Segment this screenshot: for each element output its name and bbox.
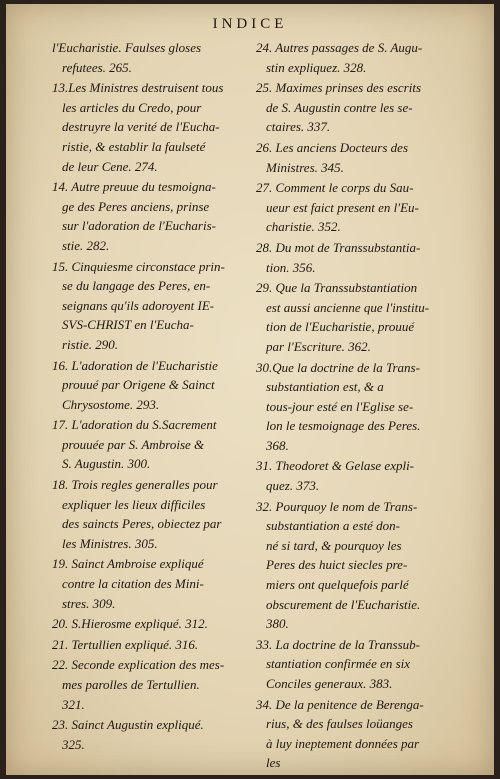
entry-line: obscurement de l'Eucharistie. [266, 596, 421, 612]
entry-line: 23. Sainct Augustin expliqué. [52, 717, 204, 733]
entry-line: 18. Trois regles generalles pour [52, 477, 218, 493]
entry-line: 14. Autre preuue du tesmoigna- [52, 179, 216, 195]
index-entry [52, 614, 257, 634]
entry-line: l'Eucharistie. Faulses gloses [52, 40, 202, 55]
entry-line: 24. Autres passages de S. Augu- [256, 40, 423, 55]
entry-line: 17. L'adoration du S.Sacrement [52, 417, 217, 433]
entry-line: de leur Cene. 274. [62, 158, 158, 174]
index-entry [52, 177, 257, 255]
right-column [256, 38, 468, 774]
entry-line: par l'Escriture. 362. [266, 338, 371, 354]
index-entry [52, 415, 257, 474]
entry-line: 16. L'adoration de l'Eucharistie [52, 357, 218, 373]
entry-line: les [266, 755, 281, 771]
entry-line: ge des Peres anciens, prinse [62, 198, 210, 214]
entry-line: contre la citation des Mini- [62, 576, 204, 592]
entry-line: tous-jour esté en l'Eglise se- [266, 398, 414, 414]
entry-line: de S. Augustin contre les se- [266, 99, 413, 115]
entry-line: tion. 356. [266, 259, 316, 275]
index-entry [256, 695, 468, 773]
entry-line: stin expliquez. 328. [266, 59, 367, 75]
entry-line: ctaires. 337. [266, 119, 331, 135]
index-entry [256, 278, 468, 356]
entry-line: Conciles generaux. 383. [266, 676, 393, 691]
page-header: INDICE [212, 16, 288, 32]
index-entry [256, 178, 468, 237]
entry-line: Chrysostome. 293. [62, 396, 160, 412]
entry-line: 26. Les anciens Docteurs des [256, 139, 409, 155]
entry-line: né si tard, & pourquoy les [266, 537, 402, 553]
index-entry [256, 38, 468, 77]
index-entry [256, 456, 468, 495]
index-entry [52, 257, 257, 355]
entry-line: stie. 282. [62, 237, 110, 253]
entry-line: tion de l'Eucharistie, prouué [266, 319, 415, 335]
entry-line: ueur est faict present en l'Eu- [266, 199, 419, 215]
entry-line: des saincts Peres, obiectez par [62, 516, 222, 532]
entry-line: refutees. 265. [62, 59, 132, 75]
entry-line: les articles du Credo, pour [62, 99, 202, 115]
entry-line: expliquer les lieux difficiles [62, 496, 206, 512]
entry-line: 19. Sainct Ambroise expliqué [52, 556, 204, 572]
entry-line: Ministres. 345. [266, 159, 344, 175]
index-entry [52, 475, 257, 553]
entry-line: 22. Seconde explication des mes- [52, 657, 225, 673]
entry-line: destruyre la verité de l'Eucha- [62, 119, 220, 135]
entry-line: 31. Theodoret & Gelase expli- [256, 458, 415, 474]
entry-line: lon le tesmoignage des Peres. [266, 418, 421, 434]
entry-line: S. Augustin. 300. [62, 456, 151, 472]
index-entry [52, 715, 257, 754]
index-entry [256, 78, 468, 137]
entry-line: à luy ineptement données par [266, 735, 420, 751]
entry-line: Peres des huict siecles pre- [266, 557, 408, 573]
index-entry [256, 497, 468, 634]
entry-line: 13.Les Ministres destruisent tous [52, 80, 224, 96]
index-entry [52, 635, 257, 655]
entry-line: 28. Du mot de Transsubstantia- [256, 239, 421, 255]
entry-line: les Ministres. 305. [62, 535, 158, 551]
entry-line: stres. 309. [62, 595, 116, 611]
entry-line: sur l'adoration de l'Eucharis- [62, 218, 216, 234]
index-entry [256, 238, 468, 277]
entry-line: miers ont quelquefois parlé [266, 577, 409, 593]
entry-line: mes parolles de Tertullien. [62, 677, 200, 692]
index-entry [256, 635, 468, 694]
book-page [6, 4, 494, 775]
index-entry [52, 78, 257, 176]
entry-line: substantiation a esté don- [266, 518, 400, 534]
left-column [52, 38, 257, 755]
entry-line: 325. [62, 736, 85, 752]
entry-line: 380. [266, 616, 289, 632]
entry-line: est aussi ancienne que l'institu- [266, 299, 430, 315]
entry-line: 29. Que la Transsubstantiation [256, 280, 418, 296]
entry-line: 27. Comment le corps du Sau- [256, 180, 414, 196]
index-entry [52, 554, 257, 613]
entry-line: 20. S.Hierosme expliqué. 312. [52, 616, 208, 632]
entry-line: 32. Pourquoy le nom de Trans- [256, 498, 418, 514]
entry-line: quez. 373. [266, 478, 320, 494]
entry-line: 25. Maximes prinses des escrits [256, 80, 422, 96]
entry-line: ristie, & establir la faulseté [62, 138, 206, 154]
index-entry [52, 356, 257, 415]
entry-line: rius, & des faulses loüanges [266, 716, 413, 732]
entry-line: prouué par Origene & Sainct [62, 377, 215, 393]
entry-line: 34. De la penitence de Berenga- [256, 696, 424, 712]
entry-line: substantiation est, & a [266, 379, 384, 395]
index-entry [256, 138, 468, 177]
entry-line: 321. [62, 696, 85, 712]
index-entry [52, 38, 257, 77]
entry-line: SVS-CHRIST en l'Eucha- [62, 317, 194, 333]
entry-line: seignans qu'ils adoroyent IE- [62, 297, 215, 313]
entry-line: 368. [266, 437, 289, 453]
entry-line: se du langage des Peres, en- [62, 278, 211, 294]
entry-line: 15. Cinquiesme circonstace prin- [52, 258, 225, 274]
entry-line: 21. Tertullien expliqué. 316. [52, 636, 199, 652]
index-entry [256, 358, 468, 456]
index-entry [52, 655, 257, 714]
entry-line: charistie. 352. [266, 219, 341, 235]
entry-line: prouuée par S. Ambroise & [62, 436, 205, 452]
entry-line: 33. La doctrine de la Transsub- [256, 636, 420, 652]
entry-line: ristie. 290. [62, 336, 118, 352]
entry-line: stantiation confirmée en six [266, 656, 411, 672]
entry-line: 30.Que la doctrine de la Trans- [256, 359, 420, 375]
